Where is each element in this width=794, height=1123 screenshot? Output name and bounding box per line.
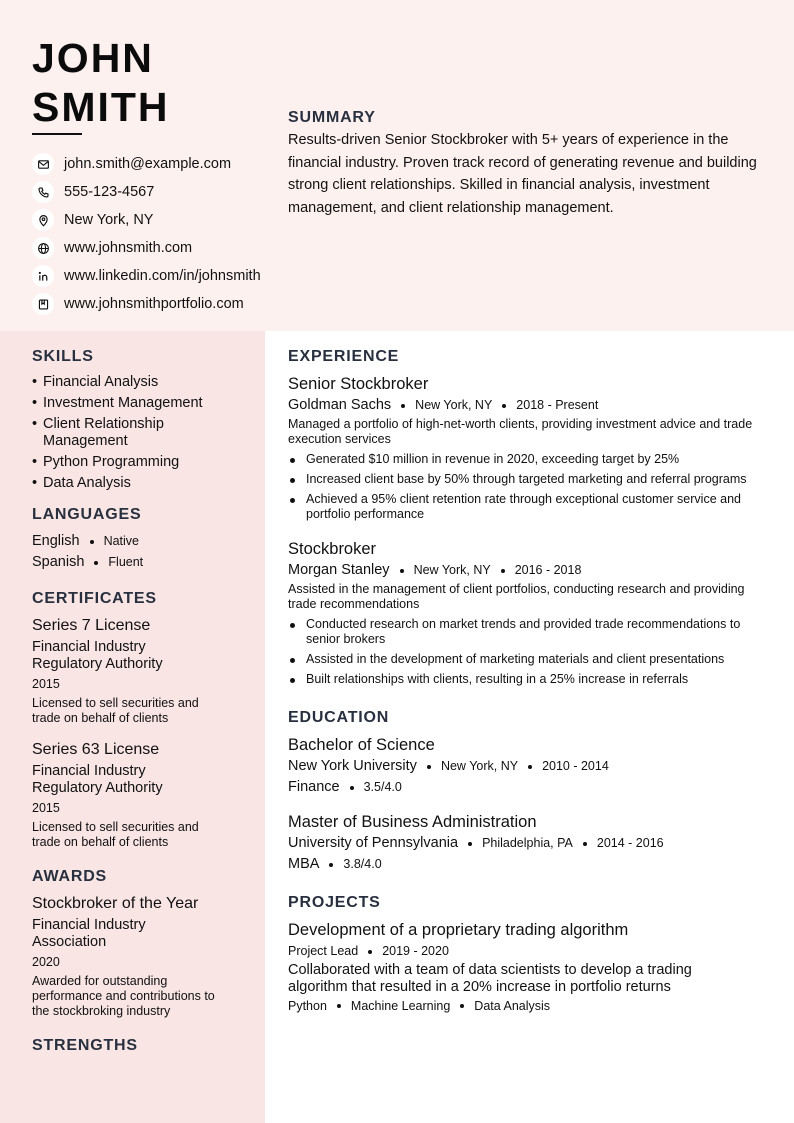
contact-linkedin[interactable] bbox=[32, 262, 282, 290]
mail-icon bbox=[32, 153, 54, 175]
right-column bbox=[288, 346, 772, 1016]
skill-label: Financial Analysis bbox=[43, 374, 159, 390]
job-bullet-text: Assisted in the development of marketing materials and client presentations bbox=[306, 652, 725, 666]
certificate-issuer: Financial Industry Regulatory Authority bbox=[32, 763, 163, 796]
projects-section bbox=[288, 892, 772, 1016]
language-item bbox=[32, 531, 247, 552]
award-title: Stockbroker of the Year bbox=[32, 895, 199, 912]
job-bullet-text: Achieved a 95% client retention rate through exceptional customer service and portfolio performance bbox=[306, 492, 741, 521]
project-role: Project Lead bbox=[288, 944, 359, 958]
degree-title: Master of Business Administration bbox=[288, 813, 537, 831]
language-item bbox=[32, 552, 247, 573]
job-bullet-text: Conducted research on market trends and provided trade recommendations to senior brokers bbox=[306, 617, 741, 646]
education-section bbox=[288, 707, 772, 875]
certificate-year: 2015 bbox=[32, 801, 60, 815]
job-meta bbox=[288, 395, 772, 416]
candidate-name bbox=[32, 34, 170, 132]
awards-section bbox=[32, 866, 247, 1019]
first-name: JOHN bbox=[32, 35, 154, 81]
skill-item: • Python Programming bbox=[32, 454, 180, 470]
degree-title: Bachelor of Science bbox=[288, 736, 435, 754]
phone-icon bbox=[32, 181, 54, 203]
skill-label: Python Programming bbox=[43, 454, 180, 470]
education-meta bbox=[288, 756, 772, 777]
project-tag: Python bbox=[288, 999, 327, 1013]
education-item bbox=[288, 812, 772, 875]
certificate-title: Series 7 License bbox=[32, 617, 151, 634]
job-description: Managed a portfolio of high-net-worth clients, providing investment advice and trade execution services bbox=[288, 417, 753, 446]
experience-section bbox=[288, 346, 772, 687]
contact-phone[interactable] bbox=[32, 178, 282, 206]
language-level: Fluent bbox=[108, 555, 144, 569]
contact-email-text: john.smith@example.com bbox=[64, 156, 232, 172]
certificate-item bbox=[32, 616, 247, 726]
skill-item: • Client Relationship Management bbox=[32, 416, 247, 450]
school-location: New York, NY bbox=[440, 759, 519, 773]
award-item bbox=[32, 894, 247, 1019]
job-title: Senior Stockbroker bbox=[288, 375, 429, 393]
job-location: New York, NY bbox=[413, 563, 491, 577]
contact-website[interactable] bbox=[32, 234, 282, 262]
skill-label: Data Analysis bbox=[43, 475, 131, 491]
experience-heading: EXPERIENCE bbox=[288, 348, 400, 365]
summary-text: Results-driven Senior Stockbroker with 5+ years of experience in the financial industry. Proven track record of generating revenue and building strong client relationships. Skilled in financial analysis, investment management, and client relationship management. bbox=[288, 132, 757, 217]
job-meta bbox=[288, 560, 772, 581]
project-title: Development of a proprietary trading algorithm bbox=[288, 921, 629, 939]
contact-location-text: New York, NY bbox=[64, 212, 154, 228]
job-bullet-text: Generated $10 million in revenue in 2020, exceeding target by 25% bbox=[306, 452, 680, 466]
job-bullet-text: Increased client base by 50% through targeted marketing and referral programs bbox=[306, 472, 747, 486]
school-name: New York University bbox=[288, 758, 417, 774]
award-issuer: Financial Industry Association bbox=[32, 917, 146, 950]
job-bullet bbox=[288, 452, 772, 467]
award-year: 2020 bbox=[32, 955, 60, 969]
job-bullet bbox=[288, 652, 772, 667]
project-tag: Data Analysis bbox=[474, 999, 551, 1013]
certificate-title: Series 63 License bbox=[32, 741, 160, 758]
school-name: University of Pennsylvania bbox=[288, 835, 459, 851]
job-bullet bbox=[288, 617, 772, 647]
certificate-year: 2015 bbox=[32, 677, 60, 691]
job-bullet bbox=[288, 472, 772, 487]
job-company: Goldman Sachs bbox=[288, 397, 392, 413]
language-name: Spanish bbox=[32, 554, 85, 570]
certificate-desc: Licensed to sell securities and trade on behalf of clients bbox=[32, 696, 199, 725]
skill-item: • Data Analysis bbox=[32, 475, 131, 491]
projects-heading: PROJECTS bbox=[288, 894, 381, 911]
experience-item bbox=[288, 374, 772, 522]
certificate-issuer: Financial Industry Regulatory Authority bbox=[32, 639, 163, 672]
awards-heading: AWARDS bbox=[32, 868, 108, 885]
skill-item: • Investment Management bbox=[32, 395, 203, 411]
contact-portfolio[interactable] bbox=[32, 290, 282, 318]
contact-email[interactable] bbox=[32, 150, 282, 178]
experience-item bbox=[288, 539, 772, 687]
contact-phone-text: 555-123-4567 bbox=[64, 184, 155, 200]
project-item bbox=[288, 920, 772, 1016]
project-dates: 2019 - 2020 bbox=[382, 944, 449, 958]
language-level: Native bbox=[103, 534, 139, 548]
education-dates: 2010 - 2014 bbox=[542, 759, 609, 773]
strengths-section bbox=[32, 1035, 247, 1057]
contact-location bbox=[32, 206, 282, 234]
skill-label: Client Relationship Management bbox=[43, 416, 164, 449]
award-desc: Awarded for outstanding performance and contributions to the stockbroking industry bbox=[32, 974, 215, 1018]
language-name: English bbox=[32, 533, 80, 549]
skills-section bbox=[32, 346, 247, 492]
contact-list bbox=[32, 150, 282, 318]
education-field: Finance bbox=[288, 779, 340, 795]
skills-heading: SKILLS bbox=[32, 348, 94, 365]
education-dates: 2014 - 2016 bbox=[596, 836, 664, 850]
education-field-row bbox=[288, 777, 772, 798]
project-tag: Machine Learning bbox=[350, 999, 451, 1013]
certificates-heading: CERTIFICATES bbox=[32, 590, 157, 607]
project-meta bbox=[288, 941, 772, 962]
job-title: Stockbroker bbox=[288, 540, 377, 558]
portfolio-icon bbox=[32, 293, 54, 315]
linkedin-icon bbox=[32, 265, 54, 287]
left-column bbox=[32, 346, 247, 1061]
job-bullet-text: Built relationships with clients, resulting in a 25% increase in referrals bbox=[306, 672, 689, 686]
skill-item: • Financial Analysis bbox=[32, 374, 159, 390]
languages-section bbox=[32, 504, 247, 573]
summary-heading: SUMMARY bbox=[288, 109, 376, 126]
education-meta bbox=[288, 833, 772, 854]
contact-portfolio-text: www.johnsmithportfolio.com bbox=[64, 296, 244, 312]
job-bullet bbox=[288, 492, 772, 522]
contact-website-text: www.johnsmith.com bbox=[64, 240, 193, 256]
job-description: Assisted in the management of client portfolios, conducting research and providing trade recommendations bbox=[288, 582, 745, 611]
job-company: Morgan Stanley bbox=[288, 562, 390, 578]
job-dates: 2018 - Present bbox=[516, 398, 599, 412]
skill-label: Investment Management bbox=[43, 395, 203, 411]
education-gpa: 3.5/4.0 bbox=[363, 780, 402, 794]
education-heading: EDUCATION bbox=[288, 709, 390, 726]
project-tags bbox=[288, 996, 772, 1016]
school-location: Philadelphia, PA bbox=[482, 836, 573, 850]
certificate-desc: Licensed to sell securities and trade on behalf of clients bbox=[32, 820, 199, 849]
name-underline bbox=[32, 133, 82, 135]
education-field: MBA bbox=[288, 856, 320, 872]
strengths-heading: STRENGTHS bbox=[32, 1037, 138, 1054]
contact-linkedin-text: www.linkedin.com/in/johnsmith bbox=[64, 268, 261, 284]
last-name: SMITH bbox=[32, 84, 170, 130]
globe-icon bbox=[32, 237, 54, 259]
languages-heading: LANGUAGES bbox=[32, 506, 142, 523]
education-item bbox=[288, 735, 772, 798]
location-pin-icon bbox=[32, 209, 54, 231]
job-dates: 2016 - 2018 bbox=[514, 563, 582, 577]
job-location: New York, NY bbox=[415, 398, 493, 412]
education-gpa: 3.8/4.0 bbox=[343, 857, 382, 871]
project-description: Collaborated with a team of data scientists to develop a trading algorithm that resulted in a 20% increase in portfolio returns bbox=[288, 962, 692, 995]
summary-section bbox=[288, 107, 768, 220]
education-field-row bbox=[288, 854, 772, 875]
job-bullet bbox=[288, 672, 772, 687]
certificates-section bbox=[32, 588, 247, 850]
certificate-item bbox=[32, 740, 247, 850]
